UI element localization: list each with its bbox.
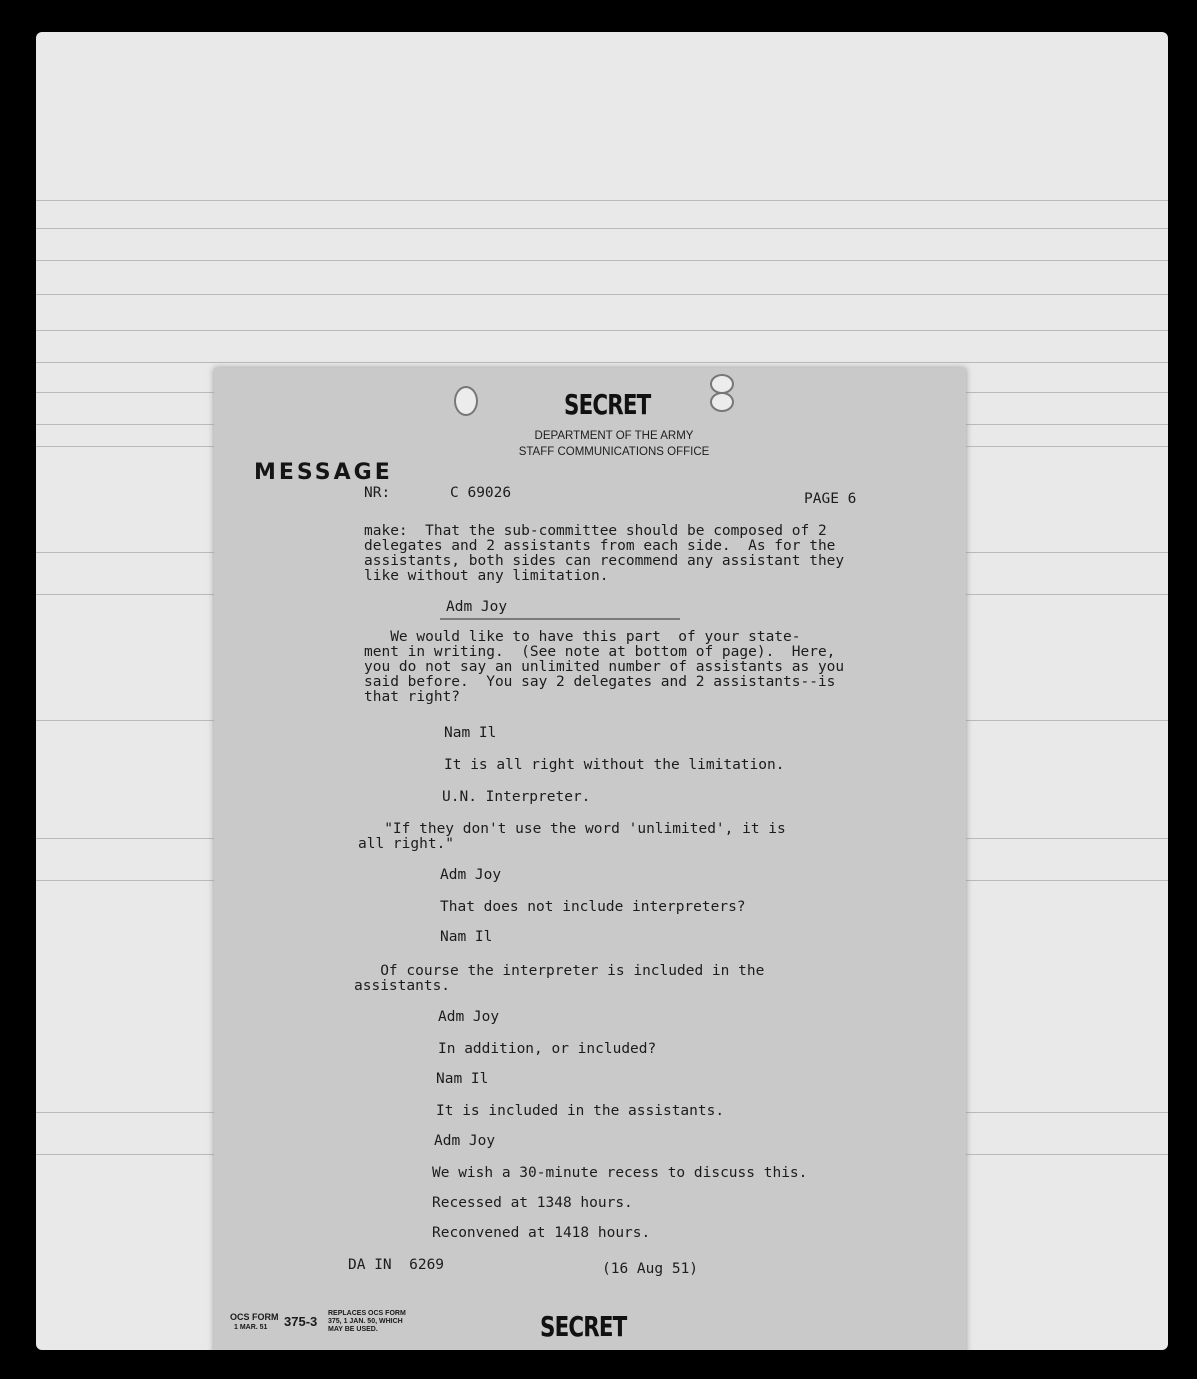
- classification-bottom: SECRET: [540, 1310, 627, 1343]
- paragraph-line: assistants, both sides can recommend any assistant they: [364, 553, 845, 569]
- film-scratch: [36, 330, 1168, 331]
- form-replaces-line: MAY BE USED.: [328, 1326, 378, 1333]
- statement-line: Recessed at 1348 hours.: [432, 1195, 633, 1211]
- quote-line: all right.": [358, 836, 455, 852]
- microfilm-frame: [36, 32, 1168, 1350]
- nr-value: C 69026: [450, 485, 512, 501]
- paragraph-line: make: That the sub-committee should be composed of 2: [364, 523, 827, 539]
- punch-hole: [454, 386, 478, 416]
- nr-label: NR:: [364, 485, 391, 501]
- film-scratch: [36, 200, 1168, 201]
- film-scratch: [36, 260, 1168, 261]
- paragraph-line: that right?: [364, 689, 461, 705]
- statement-line: We wish a 30-minute recess to discuss this.: [432, 1165, 808, 1181]
- form-title: MESSAGE: [254, 460, 393, 485]
- statement-line: It is included in the assistants.: [436, 1103, 725, 1119]
- paragraph-line: assistants.: [354, 978, 451, 994]
- da-in-number: DA IN 6269: [348, 1257, 445, 1273]
- paragraph-line: Of course the interpreter is included in the: [354, 963, 765, 979]
- quote-line: "If they don't use the word 'unlimited', it is: [358, 821, 786, 837]
- speaker-name: Adm Joy: [446, 599, 508, 615]
- speaker-name: Nam Il: [444, 725, 497, 741]
- paragraph-line: you do not say an unlimited number of assistants as you: [364, 659, 845, 675]
- punch-hole: [710, 392, 734, 412]
- film-scratch: [36, 294, 1168, 295]
- form-replaces-line: REPLACES OCS FORM: [328, 1310, 406, 1317]
- statement-line: It is all right without the limitation.: [444, 757, 785, 773]
- underline-mark: [440, 618, 680, 620]
- paragraph-line: said before. You say 2 delegates and 2 assistants--is: [364, 674, 836, 690]
- message-sheet: [214, 368, 966, 1350]
- speaker-name: U.N. Interpreter.: [442, 789, 591, 805]
- speaker-name: Adm Joy: [438, 1009, 500, 1025]
- punch-hole: [710, 374, 734, 394]
- film-scratch: [36, 362, 1168, 363]
- speaker-name: Nam Il: [436, 1071, 489, 1087]
- speaker-name: Adm Joy: [434, 1133, 496, 1149]
- film-scratch: [36, 228, 1168, 229]
- statement-line: That does not include interpreters?: [440, 899, 746, 915]
- classification-top: SECRET: [564, 388, 651, 421]
- speaker-name: Adm Joy: [440, 867, 502, 883]
- statement-line: Reconvened at 1418 hours.: [432, 1225, 651, 1241]
- form-date: 1 MAR. 51: [234, 1324, 268, 1331]
- paragraph-line: like without any limitation.: [364, 568, 609, 584]
- paragraph-line: delegates and 2 assistants from each side. As for the: [364, 538, 836, 554]
- page-number: PAGE 6: [804, 491, 857, 507]
- department-name: DEPARTMENT OF THE ARMY: [534, 430, 694, 442]
- form-number: 375-3: [284, 1314, 318, 1329]
- paragraph-line: We would like to have this part of your state-: [364, 629, 801, 645]
- paragraph-line: ment in writing. (See note at bottom of page). Here,: [364, 644, 836, 660]
- message-date: (16 Aug 51): [602, 1261, 699, 1277]
- form-replaces-line: 375, 1 JAN. 50, WHICH: [328, 1318, 403, 1325]
- statement-line: In addition, or included?: [438, 1041, 657, 1057]
- form-label: OCS FORM: [230, 1312, 279, 1322]
- speaker-name: Nam Il: [440, 929, 493, 945]
- office-name: STAFF COMMUNICATIONS OFFICE: [518, 446, 710, 458]
